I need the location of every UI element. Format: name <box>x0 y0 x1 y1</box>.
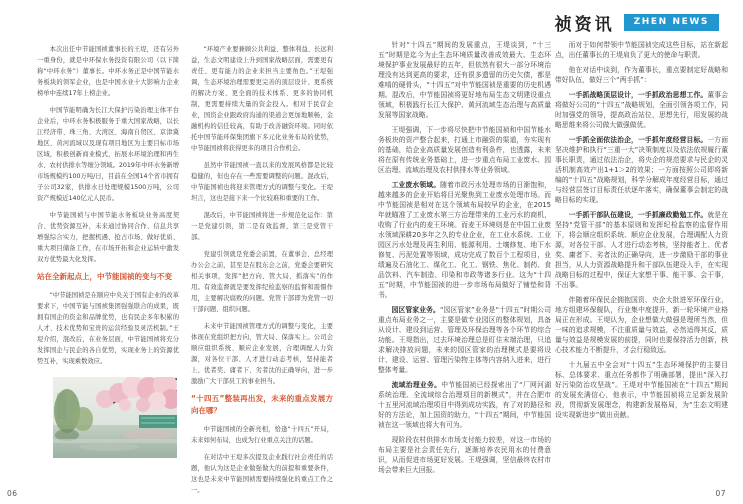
body-paragraph: 中节能国祯与中国节能水务板块业务高度契合、优势资源互补，未来通过协同合作、信息共享增强综合实力，把握机遇、抢占市场、做好优质、重大项目储备工作，在市场开拓和企业运转中激发双方优势最大化发挥。 <box>37 212 179 263</box>
body-paragraph: 针对“十四五”期间的发展重点，王堤谈到，“十三五”时期是迄今为止生态环境质量改善成效最大、生态环境保护事业发展最好的五年，但依然有很大一部分环境治理没有达到更高的要求，还有很多遗留的历史欠债，都是难啃的硬骨头，“十四五”对中节能国祯是重要的历史机遇期。混改后，中节能国祯将更好地布局生态文明建设重点领域，积极践行长江大保护、黄河流域生态治理与高质量发展等国家战略。 <box>378 41 551 119</box>
news-badge: ZHEN NEWS <box>624 14 719 31</box>
magazine-title: 祯资讯 <box>554 15 615 35</box>
page-number-right: 07 <box>715 489 726 498</box>
paragraph-lead: 一手抓全面依法治企，一手抓年度经营目标。 <box>568 136 708 144</box>
left-page-column-1 <box>37 44 179 458</box>
body-paragraph <box>555 210 728 290</box>
paragraph-text: 随着市政污水处理市场的日渐饱和，越来越多的企业开始将目光聚焦到工业废水处理市场。而中节能国祯是相对在这个领域布局较早的企业，在2015年就瞄准了工业废水第三方治理带来的工业污水的商机，收购了行业内的麦王环境。而麦王环境则是在中国工业废水领域深耕20多年之久的专业企业，在工业水系统、工业园区污水处理及再生利用、能源利用、土壤修复、地下水修复、污泥处置等领域，成功完成了数百个工程项目，业绩遍及石油化工、煤化工、化工、钢铁、焦化、制药、食品饮料、汽车制造、印染和市政等诸多行业。这为“十四五”时期，中节能国祯的进一步市场布局做好了铺垫和背书。 <box>378 181 552 299</box>
body-paragraph: 现阶段农村供排水市场支付能力较差，对这一市场的布局主要是社会责任先行，逐渐培养农民用水的付费意识，从而促进市场更好发展。王堤强调，坚信最终农村市场会带来巨大回报。 <box>378 436 551 474</box>
body-paragraph <box>555 90 728 130</box>
paragraph-lead: 工业废水领域。 <box>391 181 441 189</box>
paragraph-text: 一方面坚决维护和执行“三重一大”决策制度以及依法依规履行董事长职责，通过依法治企，将央企的规范要求与民企的灵活机制高效产出1+1＞2的效果；一方面按照公司即将新编的“十四五”战略规划，科学分解成年度经营目标，通过与经营层签订目标责任状逐年落实，确保董事会制定的战略目标的实现。 <box>555 136 729 204</box>
body-paragraph: 未来中节能国祯管理方式的调整与变化，主要体现在党组织把方向、管大局、保落实上。公司会顺应组织系统、顺应企业发展，合理调配人力资源，对各位干部、人才进行动态考核，坚持能者上、优者奖、庸者下、劣者汰的正确导向，进一步激励广大干部员工的事业担当。 <box>191 323 333 385</box>
body-paragraph <box>378 305 551 375</box>
paragraph-text: “园区管家”业务是“十四五”时期公司重点布局业务之一，主要是做专业园区的整体规划，具备从设计、建设到运营、管理及环保治理等各个环节的综合功能。王堤指出，过去环境治理总是盯住末端治理，只追求解决排放问题，未来的园区管家的治理模式是要将设计、建设、运营、管理污染物主体等内容纳入进来，进行整体考量。 <box>378 306 552 374</box>
body-paragraph: 而对于如何带领中节能国祯完成这些目标，站在新起点，出任董事长的王堤肩负了更大的使命与职责。 <box>555 41 728 59</box>
body-paragraph <box>378 180 551 300</box>
paragraph-lead: 一手抓干部队伍建设，一手抓廉政勤勉工作。 <box>568 211 708 219</box>
body-paragraph: 他在对话中谈到，作为董事长，重点要制定好战略和带好队伍，做好三个“两手抓”： <box>555 66 728 84</box>
body-paragraph: 党建引领就是党委会前置，在董事会、总经理办公会之前，甚至是在股东会之前，党委会要研究相关事项，发挥“把方向、管大局、抓落实”的作用。有效监督就是要发挥纪检监察的监督和震慑作用，主要解决腐败的问题。党管干部即为党管一切干部问题、组织问题。 <box>191 251 333 313</box>
body-paragraph <box>378 380 551 430</box>
cherry-blossom-photo-art <box>53 377 177 458</box>
section-heading-red: 站在全新起点上，中节能国祯的变与不变 <box>37 272 172 281</box>
body-paragraph: 十九届五中全会对“十四五”生态环境保护的主要目标、总体要求、重点任务都作了明确部署，提出“深入打好污染防治攻坚战”。王堤对中节能国祯在“十四五”期间的发展充满信心，他表示，中节能国祯将立足新发展阶段，贯彻新发展理念，构建新发展格局，为“生态文明建设实现新进步”做出贡献。 <box>555 361 728 419</box>
paragraph-lead: 流域治理业务。 <box>391 381 442 389</box>
cherry-blossom-photo <box>53 377 177 458</box>
right-page-column-2 <box>555 40 728 425</box>
body-paragraph: “中节能国祯是在顺应中央关于国有企业的改革要求下，中国节能与国祯集团强强联合的成果，既拥有国企的资金和品牌优势，也有民企多年积累的人才、技术优势和宝贵的运营经验及灵活机制。”王堤介绍，混改后，在业务层面，中节能国祯将充分发挥国企与民企的各自优势，实现业务上的资源优势互补，实现乘数效应。 <box>37 292 179 365</box>
body-paragraph: 在对话中王堤多次提及企业践行社会责任的话题，他认为这是企业做强做大的前提和重要条件，这也是未来中节能国祯需要持续强化的重点工作之一。 <box>191 454 333 494</box>
body-paragraph: 混改后，中节能国祯将进一步规范化运作：第一是党建引领，第二是有效监督，第三是党管干部。 <box>191 212 333 241</box>
body-paragraph: 中节能国祯的全新亮相，恰逢“十四五”开局，未来如何布局，也成为行业重点关注的话题。 <box>191 426 333 444</box>
body-paragraph: 虽然中节能国祯一直以来的发展风格都是比较稳健的，但也存在一些需要调整的问题。混改后，中节能国祯也将迎来管理方式的调整与变化。王堤坦言，这也是接下来一个比较难和重要的工作。 <box>191 162 333 202</box>
paragraph-text: 中节能国祯已经探索出了“厂网河湖系统治理、全流域综合治理项目的新模式”，并在合肥市十五里河流域治理项目中得到成功实践，有了对的路径和好的方法论，加上国资的助力，“十四五”期间，中节能国祯在这一领域也将大有可为。 <box>378 381 552 429</box>
body-paragraph: 中国节能明确为长江大保护污染治理主体平台企业后，中环水务积极服务于重大国家战略，以长江经济带、珠三角、大湾区、海南自贸区、京津冀地区、黄河流域以及现有项目地区为主要目标市场区域，积极创新商业模式，拓展水环境治理和再生水、农村供排水等细分领域。2019年中环水务新增市场规模约100万吨/日，目前在全国14个省市拥有子公司32家，供排水日处理规模1500万吨，公司资产规模近140亿元人民币。 <box>37 107 179 202</box>
body-paragraph: “环境产业要兼顾公共利益、整体利益、长远利益，生态文明建设上升到国家战略层面，需要更有责任、更有能力的企业来担当主要角色。”王堤强调，生态环境治理需要更完善的顶层设计、更系统的解决方案、更全面的技术体系、更多的协同机制，更需要持续大量的资金投入。相对于民营企业，国资企业跟政府沟通的渠道会更加地顺畅，金融机构的信任较高，有助于改善融资环境。同时依托中国节能环保集团旗下多元化业务布局的优势，中节能国祯将获得更多的项目合作机会。 <box>191 46 333 152</box>
body-paragraph: 伴随着环保民企拥抱国资、央企大批进军环保行业，地方组建环保舰队，行业集中度提升，新一轮环境产业格局正在形成。王堤认为，企业想做大做强是理所当然，但一味的追求规模，不注重质量与效益，必然适得其反，质量与效益是规模发展的前提，同时也要保持活力创新，核心技术能力不断提升，才会行稳致远。 <box>555 296 728 354</box>
left-page-column-2 <box>191 44 333 502</box>
paragraph-text: 就是在坚持“党管干部”的基本原则和发挥纪检监察的监督作用下，将会顺应组织系统、顺应企业发展，合理调配人力资源，对各位干部、人才进行动态考核，坚持能者上、优者奖、庸者下、劣者汰的正确导向，进一步激励干部的事业担当，从人力资源战略提升和干部队伍建设入手，在实现战略目标的过程中，保证大家想干事、能干事、会干事，不出事。 <box>555 211 729 289</box>
paragraph-text: 董事会将做好公司的“十四五”战略规划，全面引领各项工作，同时加强党的领导，提高政治站位，思想先行，用发展的战略思维来将公司做大做强做优。 <box>555 91 729 129</box>
paragraph-lead: 园区管家业务。 <box>391 306 440 314</box>
right-page-column-1 <box>378 40 551 480</box>
section-heading-red: “十四五”整装再出发，未来的重点发展方向在哪？ <box>191 394 333 415</box>
body-paragraph: 本次出任中节能国祯董事长的王堤，还有另外一重身份，就是中环保水务投资有限公司（以下简称“中环水务”）董事长。中环水务正是中国节能水务板块的领军企业，也是中国水业十大影响力企业榜单中连续17年上榜企业。 <box>37 46 179 97</box>
body-paragraph <box>555 135 728 205</box>
masthead <box>555 10 719 35</box>
paragraph-lead: 一手抓战略顶层设计，一手抓政治思想工作。 <box>568 91 708 99</box>
body-paragraph: 王堤强调，下一步将尽快把中节能国祯和中国节能水务板块的资产整合起来，打通上市融资的渠道，夯实现有的基础，给企业高质量发展创造有利条件，也透露，未来将在原有传统业务基础上，进一步重点布局工业废水、园区治理、流域治理及农村供排水等业务领域。 <box>378 126 551 174</box>
page-number-left: 06 <box>7 489 18 498</box>
